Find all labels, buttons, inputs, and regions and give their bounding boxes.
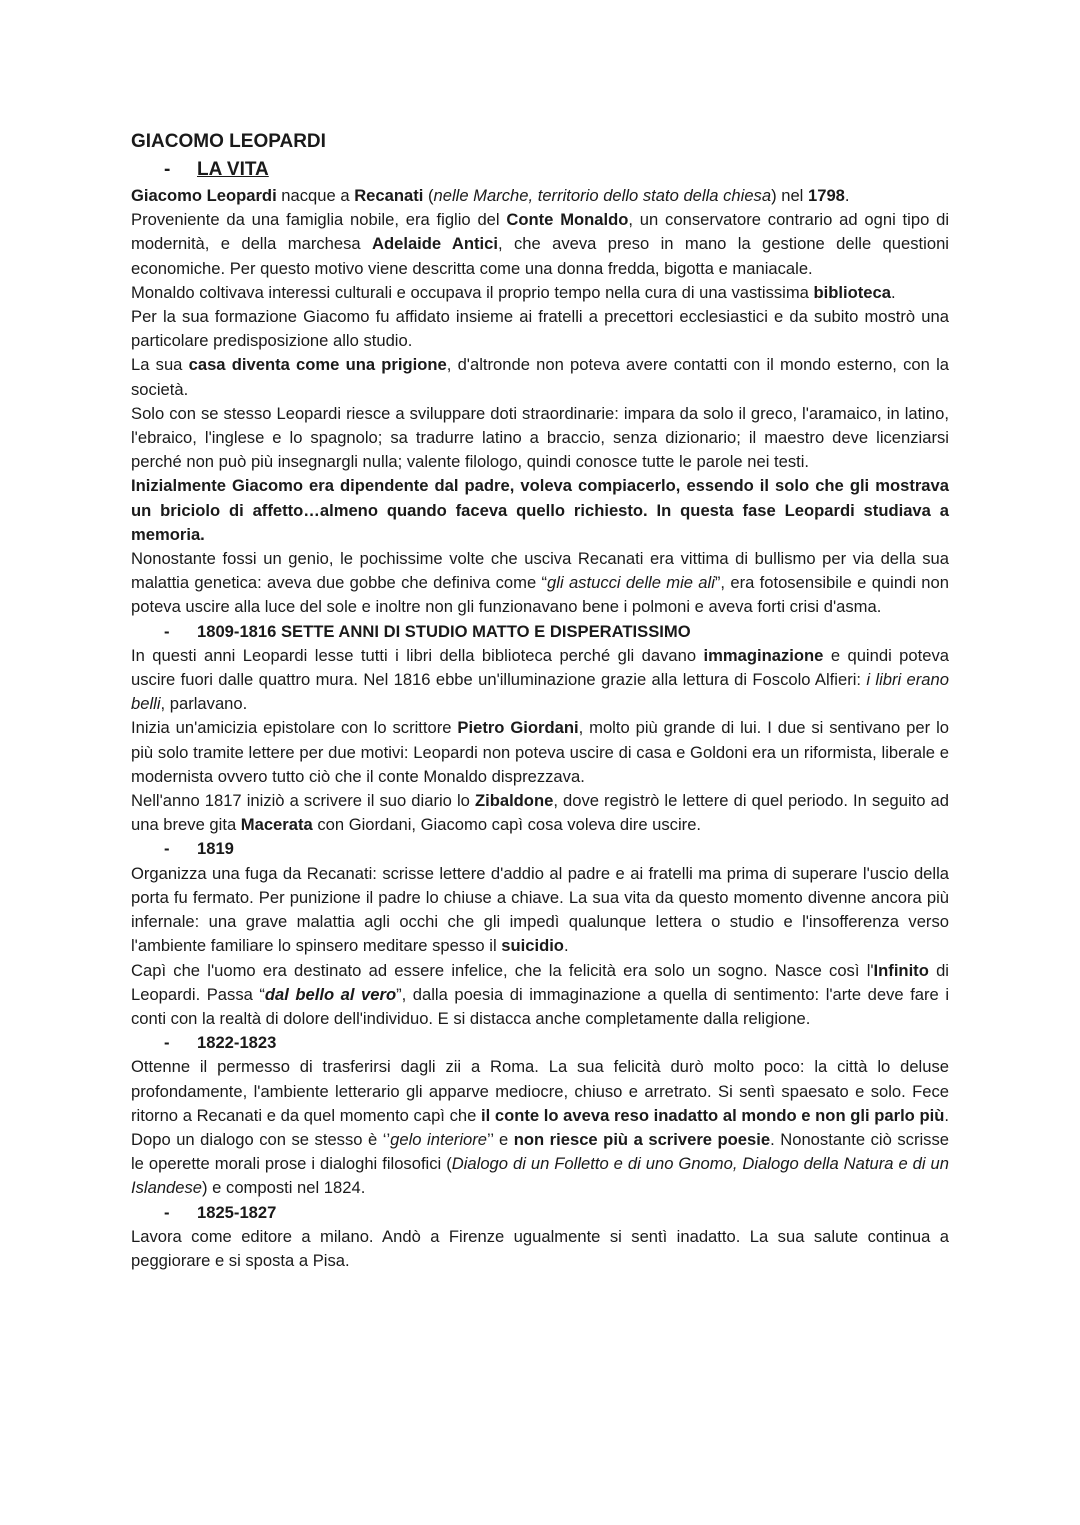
- paragraph: Proveniente da una famiglia nobile, era figlio del Conte Monaldo, un conservatore contrario ad ogni tipo di modernità, e della marchesa Adelaide Antici, che aveva preso in mano la gestione delle questioni economiche. Per questo motivo viene descritta come una donna fredda, bigotta e maniacale.: [131, 210, 950, 278]
- paragraph-bold: Inizialmente Giacomo era dipendente dal padre, voleva compiacerlo, essendo il solo che gli mostrava un briciolo di affetto…almeno quando faceva quello richiesto. In questa fase Leopardi studiava a memoria.: [131, 476, 949, 544]
- section-heading-1819: [164, 837, 949, 861]
- paragraph: La sua casa diventa come una prigione, d'altronde non poteva avere contatti con il mondo esterno, con la società.: [131, 355, 949, 399]
- heading-bullet: -: [164, 621, 170, 641]
- heading-bullet: -: [164, 839, 170, 859]
- heading-bullet: -: [164, 159, 171, 180]
- heading-label: 1809-1816 SETTE ANNI DI STUDIO MATTO E DISPERATISSIMO: [197, 621, 691, 641]
- paragraph: Capì che l'uomo era destinato ad essere infelice, che la felicità era solo un sogno. Nasce così l'Infinito di Leopardi. Passa “dal bello al vero”, dalla poesia di immaginazione a quella di sentimento: l'arte deve fare i conti con la realtà di dolore dell'individuo. E si distacca anche completamente dalla religione.: [131, 960, 950, 1028]
- paragraph: Inizia un'amicizia epistolare con lo scrittore Pietro Giordani, molto più grande di lui. I due si sentivano per lo più solo tramite lettere per due motivi: Leopardi non poteva uscire di casa e Goldoni era un riformista, liberale e modernista ovvero tutto ciò che il conte Monaldo disprezzava.: [131, 718, 949, 786]
- paragraph: Lavora come editore a milano. Andò a Firenze ugualmente si sentì inadatto. La sua salute continua a peggiorare e si sposta a Pisa.: [131, 1226, 949, 1270]
- section-heading-1825: [164, 1201, 949, 1225]
- paragraph: Solo con se stesso Leopardi riesce a sviluppare doti straordinarie: impara da solo il greco, l'aramaico, in latino, l'ebraico, l'inglese e lo spagnolo; sa tradurre latino a braccio, senza dizionario; il maestro deve licenziarsi perché non può più insegnargli nulla; valente filologo, quindi conosce tutte le parole nei testi.: [131, 403, 949, 472]
- paragraph: In questi anni Leopardi lesse tutti i libri della biblioteca perché gli davano immaginazione e quindi poteva uscire fuori dalle quattro mura. Nel 1816 ebbe un'illuminazione grazie alla lettura di Foscolo Alfieri: i libri erano belli, parlavano.: [131, 645, 949, 714]
- heading-label: 1819: [197, 839, 234, 859]
- paragraph: Ottenne il permesso di trasferirsi dagli zii a Roma. La sua felicità durò molto poco: la città lo deluse profondamente, l'ambiente letterario gli apparve mediocre, chiuso e arretrato. Si sentì spaesato e solo. Fece ritorno a Recanati e da quel momento capì che il conte lo aveva reso inadatto al mondo e non gli parlo più. Dopo un dialogo con se stesso è ‘’gelo interiore’’ e non riesce più a scrivere poesie. Nonostante ciò scrisse le operette morali prose i dialoghi filosofici (Dialogo di un Folletto e di uno Gnomo, Dialogo della Natura e di un Islandese) e composti nel 1824.: [131, 1057, 950, 1198]
- heading-label: LA VITA: [197, 159, 269, 180]
- paragraph: Monaldo coltivava interessi culturali e occupava il proprio tempo nella cura di una vastissima biblioteca.: [131, 282, 896, 302]
- paragraph: Giacomo Leopardi nacque a Recanati (nelle Marche, territorio dello stato della chiesa) nel 1798.: [131, 186, 850, 205]
- heading-label: 1825-1827: [197, 1202, 277, 1222]
- document-title: GIACOMO LEOPARDI: [131, 131, 326, 152]
- paragraph: Per la sua formazione Giacomo fu affidato insieme ai fratelli a precettori ecclesiastici e da subito mostrò una particolare predisposizione allo studio.: [131, 307, 949, 351]
- heading-bullet: -: [164, 1202, 170, 1222]
- paragraph: Nell'anno 1817 iniziò a scrivere il suo diario lo Zibaldone, dove registrò le lettere di quel periodo. In seguito ad una breve gita Macerata con Giordani, Giacomo capì cosa voleva dire uscire.: [131, 791, 949, 835]
- heading-label: 1822-1823: [197, 1033, 277, 1053]
- paragraph: Nonostante fossi un genio, le pochissime volte che usciva Recanati era vittima di bullismo per via della sua malattia genetica: aveva due gobbe che definiva come “gli astucci delle mie ali”, era fotosensibile e quindi non poteva uscire alla luce del sole e inoltre non gli funzionavano bene i polmoni e aveva forti crisi d'asma.: [131, 549, 949, 617]
- section-heading-vita: [164, 156, 949, 184]
- heading-bullet: -: [164, 1033, 170, 1053]
- section-heading-1809: [164, 620, 949, 644]
- section-heading-1822: [164, 1031, 949, 1055]
- paragraph: Organizza una fuga da Recanati: scrisse lettere d'addio al padre e ai fratelli ma prima di superare l'uscio della porta fu fermato. Per punizione il padre lo chiuse a chiave. La sua vita da questo momento divenne ancora più infernale: una grave malattia agli occhi che gli impedì qualunque lettera o studio e l'insofferenza verso l'ambiente familiare lo spinsero meditare spesso il suicidio.: [131, 863, 949, 956]
